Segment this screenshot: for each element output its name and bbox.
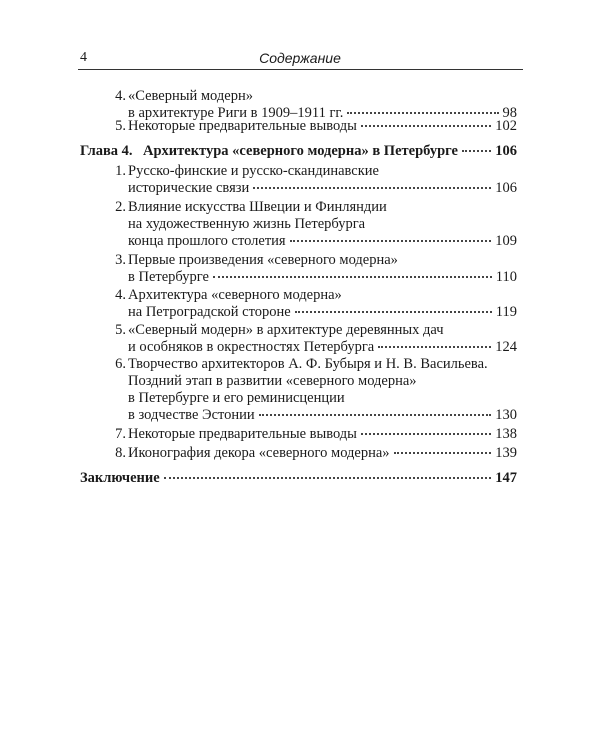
toc-entry[interactable] — [80, 287, 517, 321]
toc-entry[interactable] — [80, 356, 517, 424]
toc-page-number: 109 — [495, 233, 517, 249]
toc-entry-line: Первые произведения «северного модерна» — [128, 252, 398, 268]
toc-chapter-entry[interactable] — [80, 143, 517, 160]
dot-leader — [378, 346, 491, 348]
toc-entry-line: Поздний этап в развитии «северного модерна» — [128, 373, 417, 389]
dot-leader — [361, 433, 491, 435]
toc-conclusion-entry[interactable] — [80, 470, 517, 487]
dot-leader — [394, 452, 492, 454]
toc-entry[interactable] — [80, 426, 517, 443]
toc-entry-line: на художественную жизнь Петербурга — [128, 216, 366, 232]
toc-page-number: 106 — [495, 143, 517, 159]
toc-page-number: 98 — [502, 105, 517, 121]
toc-entry-line: Некоторые предварительные выводы — [128, 118, 357, 134]
dot-leader — [164, 477, 492, 479]
toc-entry[interactable] — [80, 88, 517, 122]
toc-entry-number: 8. — [115, 445, 126, 461]
toc-page-number: 102 — [495, 118, 517, 134]
toc-entry-line: «Северный модерн» — [128, 88, 253, 104]
toc-entry-line: «Северный модерн» в архитектуре деревянных дач — [128, 322, 444, 338]
chapter-title: Архитектура «северного модерна» в Петербурге — [143, 143, 458, 159]
toc-entry-number: 5. — [115, 322, 126, 338]
toc-entry-number: 7. — [115, 426, 126, 442]
toc-entry-line: Архитектура «северного модерна» — [128, 287, 342, 303]
toc-entry[interactable] — [80, 163, 517, 197]
toc-page-number: 147 — [495, 470, 517, 486]
toc-entry-number: 5. — [115, 118, 126, 134]
chapter-number: Глава 4. — [80, 143, 133, 159]
dot-leader — [347, 112, 498, 114]
toc-entry-number: 4. — [115, 287, 126, 303]
dot-leader — [295, 311, 492, 313]
header-rule — [78, 69, 523, 70]
toc-entry-line: на Петроградской стороне — [128, 304, 291, 320]
toc-entry-number: 4. — [115, 88, 126, 104]
toc-entry-line: исторические связи — [128, 180, 250, 196]
dot-leader — [462, 150, 491, 152]
toc-entry-line: Влияние искусства Швеции и Финляндии — [128, 199, 387, 215]
toc-entry-line: Иконография декора «северного модерна» — [128, 445, 390, 461]
toc-page-number: 138 — [495, 426, 517, 442]
dot-leader — [290, 240, 492, 242]
toc-page-number: 124 — [495, 339, 517, 355]
toc-entry[interactable] — [80, 445, 517, 462]
dot-leader — [361, 125, 491, 127]
toc-entry-number: 1. — [115, 163, 126, 179]
toc-entry-line: Русско-финские и русско-скандинавские — [128, 163, 379, 179]
dot-leader — [259, 414, 492, 416]
toc-entry[interactable] — [80, 322, 517, 356]
toc-entry[interactable] — [80, 118, 517, 135]
toc-entry-number: 2. — [115, 199, 126, 215]
toc-entry-number: 3. — [115, 252, 126, 268]
toc-entry-line: Некоторые предварительные выводы — [128, 426, 357, 442]
conclusion-title: Заключение — [80, 470, 160, 486]
dot-leader — [213, 276, 492, 278]
toc-entry-line: конца прошлого столетия — [128, 233, 286, 249]
toc-entry-line: и особняков в окрестностях Петербурга — [128, 339, 375, 355]
running-header-title: Содержание — [259, 50, 341, 66]
toc-page-number: 119 — [495, 304, 517, 320]
toc-entry-line: в Петербурге и его реминисценции — [128, 390, 345, 406]
toc-page-number: 106 — [495, 180, 517, 196]
toc-entry-line: в архитектуре Риги в 1909–1911 гг. — [128, 105, 344, 121]
toc-entry[interactable] — [80, 252, 517, 286]
toc-entry-line: в зодчестве Эстонии — [128, 407, 255, 423]
toc-entry-line: в Петербурге — [128, 269, 209, 285]
toc-page-number: 139 — [495, 445, 517, 461]
toc-page-number: 130 — [495, 407, 517, 423]
toc-entry-line: Творчество архитекторов А. Ф. Бубыря и Н. В. Васильева. — [128, 356, 488, 372]
toc-entry-number: 6. — [115, 356, 126, 372]
page-number: 4 — [80, 50, 87, 65]
dot-leader — [253, 187, 491, 189]
toc-entry[interactable] — [80, 199, 517, 250]
toc-page-number: 110 — [495, 269, 517, 285]
